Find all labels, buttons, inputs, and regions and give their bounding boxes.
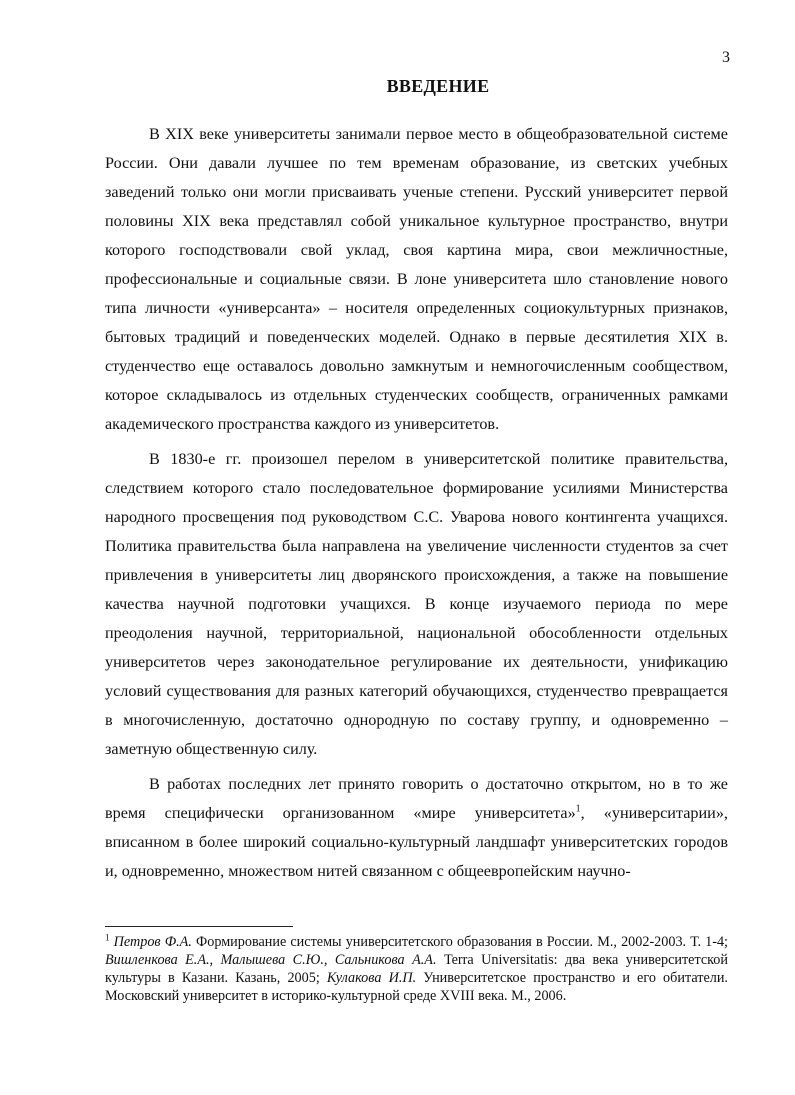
footnote-text xyxy=(105,933,728,1005)
page-number: 3 xyxy=(722,49,730,66)
paragraph-3 xyxy=(105,770,728,886)
footnote-reference[interactable]: 1 xyxy=(575,803,581,815)
footnote-text-3: Университетское пространство и его обитатели. Московский университет в историко-культурной среде XVIII века. М., 2006. xyxy=(105,970,728,1004)
footnote-text-2: Terra Universitatis: два века университетской культуры в Казани. Казань, 2005; xyxy=(105,952,728,986)
footnote xyxy=(105,933,728,1005)
footnote-separator xyxy=(105,926,293,927)
main-text xyxy=(105,120,728,886)
paragraph-3-text-end: , «университарии», вписанном в более широкий социально-культурный ландшафт университетских городов и, одновременно, множеством нитей связанном с общеевропейским научно- xyxy=(105,804,728,880)
footnote-author-1: Петров Ф.А. xyxy=(113,934,192,950)
page-title: ВВЕДЕНИЕ xyxy=(386,76,490,96)
footnote-author-2: Вишленкова Е.А., Малышева С.Ю., Сальникова А.А. xyxy=(105,952,437,968)
paragraph-1: В XIX веке университеты занимали первое место в общеобразовательной системе России. Они давали лучшее по тем временам образование, из светских учебных заведений только они могли присваивать ученые степени. Русский университет первой половины XIX века представлял собой уникальное культурное пространство, внутри которого господствовали свой уклад, своя картина мира, свои межличностные, профессиональные и социальные связи. В лоне университета шло становление нового типа личности «универсанта» – носителя определенных социокультурных признаков, бытовых традиций и поведенческих моделей. Однако в первые десятилетия XIX в. студенчество еще оставалось довольно замкнутым и немногочисленным сообществом, которое складывалось из отдельных студенческих сообществ, ограниченных рамками академического пространства каждого из университетов. xyxy=(105,125,728,433)
paragraph-2: В 1830-е гг. произошел перелом в университетской политике правительства, следствием которого стало последовательное формирование усилиями Министерства народного просвещения под руководством С.С. Уварова нового контингента учащихся. Политика правительства была направлена на увеличение численности студентов за счет привлечения в университеты лиц дворянского происхождения, а также на повышение качества научной подготовки учащихся. В конце изучаемого периода по мере преодоления научной, территориальной, национальной обособленности отдельных университетов через законодательное регулирование их деятельности, унификацию условий существования для разных категорий обучающихся, студенчество превращается в многочисленную, достаточно однородную по составу группу, и одновременно – заметную общественную силу. xyxy=(105,450,728,758)
footnote-text-1: Формирование системы университетского образования в России. М., 2002-2003. Т. 1-4; xyxy=(191,934,728,950)
footnote-author-3: Кулакова И.П. xyxy=(326,970,417,986)
footnote-marker: 1 xyxy=(105,932,110,943)
paragraph-3-text-start: В работах последних лет принято говорить о достаточно открытом, но в то же время специфически организованном «мире университета» xyxy=(105,775,728,822)
